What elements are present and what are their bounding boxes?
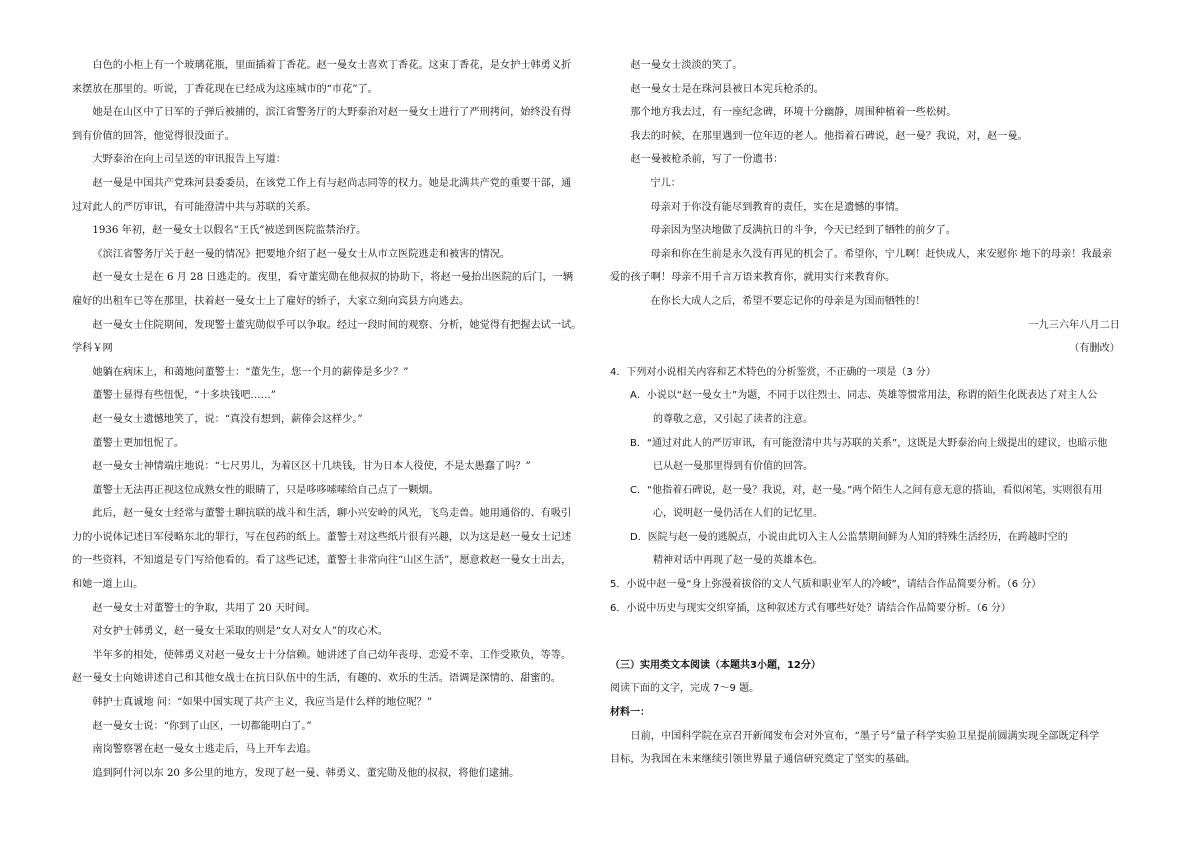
left-text-line: 学科￥网: [72, 343, 113, 355]
left-text-line: 她是在山区中了日军的子弹后被捕的，滨江省警务厅的大野泰治对赵一曼女士进行了严刑拷问，始终没有得: [92, 107, 572, 119]
left-text-line: 董警士显得有些忸怩，“十多块钱吧……”: [92, 390, 276, 402]
edit-note: （有删改）: [1069, 343, 1120, 355]
left-text-line: 韩护士真诚地 问：“如果中国实现了共产主义，我应当是什么样的地位呢？”: [92, 697, 433, 709]
left-text-line: 追到阿什河以东 20 多公里的地方，发现了赵一曼、韩勇义、董宪勋及他的叔叔，将他们逮捕。: [92, 767, 520, 779]
left-text-line: 大野泰治在向上司呈送的审讯报告上写道：: [92, 154, 286, 166]
right-text-line: 那个地方我去过，有一座纪念碑，环境十分幽静，周围种植着一些松树。: [630, 107, 957, 119]
right-text-line: 赵一曼女士是在珠河县被日本宪兵枪杀的。: [630, 83, 824, 95]
left-text-line: 董警士更加忸怩了。: [92, 437, 185, 449]
left-text-line: 赵一曼女士神情端庄地说：“七尺男儿，为着区区十几块钱，甘为日本人役使，不是太愚蠢了吗？”: [92, 461, 531, 473]
letter-date: 一九三六年八月二日: [1028, 319, 1120, 331]
q4-option-c: C．“他指着石碑说，赵一曼？我说，对，赵一曼。”两个陌生人之间有意无意的搭讪，看似闲笔，实则很有用: [630, 484, 1103, 496]
left-text-line: 来摆放在那里的。听说，丁香花现在已经成为这座城市的“市花”了。: [72, 83, 378, 95]
right-text-line: 母亲因为坚决地做了反满抗日的斗争，今天已经到了牺牲的前夕了。: [650, 225, 957, 237]
left-text-line: 半年多的相处，使韩勇义对赵一曼女士十分信赖。她讲述了自己幼年丧母、恋爱不幸、工作受欺负，等等。: [92, 649, 572, 661]
left-text-line: 她躺在病床上，和蔼地问董警士：“董先生，您一个月的薪俸是多少？”: [92, 366, 409, 378]
left-text-line: 南岗警察署在赵一曼女士逃走后，马上开车去追。: [92, 744, 317, 756]
material-1-label: 材料一：: [610, 707, 650, 719]
section-gap: [610, 620, 1130, 644]
left-text-line: 的一些资料，不知道是专门写给他看的。看了这些记述，董警士非常向往“山区生活”，愿意救赵一曼女士出去，: [72, 555, 572, 567]
left-text-line: 赵一曼女士向她讲述自己和其他女战士在抗日队伍中的生活，有趣的、欢乐的生活。语调是深情的、甜蜜的。: [72, 673, 561, 685]
left-text-line: 赵一曼女士住院期间，发现警士董宪勋似乎可以争取。经过一段时间的观察、分析，她觉得有把握去试一试。: [92, 319, 582, 331]
left-text-line: 赵一曼是中国共产党珠河县委委员，在该党工作上有与赵尚志同等的权力。她是北满共产党的重要干部，通: [92, 177, 572, 189]
left-text-line: 力的小说体记述日军侵略东北的罪行，写在包药的纸上。董警士对这些纸片很有兴趣，以为这是赵一曼女士记述: [72, 531, 572, 543]
q4-option-a: A．小说以“赵一曼女士”为题，不同于以往烈士、同志、英雄等惯常用法，称谓的陌生化既表达了对主人公: [630, 390, 1098, 402]
q4-option-b: B．“通过对此人的严厉审讯，有可能澄清中共与苏联的关系”，这既是大野泰治向上级提出的建议，也暗示他: [630, 437, 1108, 449]
q4-option-a-cont: 的尊敬之意，又引起了读者的注意。: [653, 413, 813, 425]
left-text-line: 和她一道上山。: [72, 579, 144, 591]
q4-option-d-cont: 精神对话中再现了赵一曼的英雄本色。: [653, 555, 823, 567]
left-text-line: 赵一曼女士说：“你到了山区，一切都能明白了。”: [92, 720, 312, 732]
left-text-line: 赵一曼女士是在 6 月 28 日逃走的。夜里，看守董宪勋在他叔叔的协助下，将赵一曼抬出医院的后门，一辆: [92, 272, 574, 284]
material-1-line-2: 目标，为我国在未来继续引领世界量子通信研究奠定了坚实的基础。: [610, 754, 916, 766]
section-3-instruction: 阅读下面的文字，完成 7～9 题。: [610, 683, 760, 695]
section-gap-2: [610, 644, 1130, 654]
left-text-line: 董警士无法再正视这位成熟女性的眼睛了，只是哆哆嗦嗦给自己点了一颗烟。: [92, 484, 439, 496]
left-text-line: 过对此人的严厉审讯，有可能澄清中共与苏联的关系。: [72, 201, 317, 213]
left-text-line: 此后，赵一曼女士经常与董警士聊抗联的战斗和生活，聊小兴安岭的风光，飞鸟走兽。她用通俗的、有吸引: [92, 508, 572, 520]
right-text-line: 在你长大成人之后，希望不要忘记你的母亲是为国而牺牲的！: [650, 295, 926, 307]
right-text-line: 赵一曼女士淡淡的笑了。: [630, 60, 743, 71]
question-4: [610, 361, 1130, 573]
q4-stem: 4．下列对小说相关内容和艺术特色的分析鉴赏，不正确的一项是（3 分）: [610, 366, 936, 378]
left-text-line: 赵一曼女士对董警士的争取，共用了 20 天时间。: [92, 602, 316, 614]
material-1-line-1: 日前，中国科学院在京召开新闻发布会对外宣布，“墨子号”量子科学实验卫星提前圆满实现全部既定科学: [630, 730, 1100, 742]
question-5: 5．小说中赵一曼“身上弥漫着拔俗的文人气质和职业军人的冷峻”，请结合作品简要分析。（6 分）: [610, 579, 1042, 591]
right-text-line: 我去的时候，在那里遇到一位年迈的老人。他指着石碑说，赵一曼？我说，对，赵一曼。: [630, 130, 1028, 142]
left-text-line: 到有价值的回答，他觉得很没面子。: [72, 130, 235, 142]
left-text-line: 赵一曼女士遗憾地笑了，说：“真没有想到，薪俸会这样少。”: [92, 413, 363, 425]
left-text-line: 雇好的出租车已等在那里，扶着赵一曼女士上了雇好的轿子，大家立刻向宾县方向逃去。: [72, 295, 470, 307]
story-text-right: [610, 54, 1130, 314]
left-text-line: 1936 年初，赵一曼女士以假名“王氏”被送到医院监禁治疗。: [92, 225, 367, 237]
right-text-line: 宁儿：: [650, 177, 681, 189]
right-text-line: 爱的孩子啊！母亲不用千言万语来教育你，就用实行来教育你。: [610, 272, 896, 284]
right-text-line: 母亲和你在生前是永久没有再见的机会了。希望你，宁儿啊！赶快成人，来安慰你 地下的母亲！我最亲: [650, 248, 1113, 260]
section-3-heading: （三）实用类文本阅读（本题共3小题，12分）: [610, 659, 821, 671]
right-column: [610, 54, 1130, 772]
q4-option-c-cont: 心，说明赵一曼仍活在人们的记忆里。: [653, 508, 823, 520]
question-6: 6．小说中历史与现实交织穿插，这种叙述方式有哪些好处？请结合作品简要分析。（6 分）: [610, 602, 1011, 614]
left-text-line: 白色的小柜上有一个玻璃花瓶，里面插着丁香花。赵一曼女士喜欢丁香花。这束丁香花，是女护士韩勇义折: [92, 60, 572, 71]
story-text-left: [72, 54, 595, 785]
right-text-line: 母亲对于你没有能尽到教育的责任，实在是遗憾的事情。: [650, 201, 906, 213]
right-text-line: 赵一曼被枪杀前，写了一份遗书：: [630, 154, 784, 166]
left-text-line: 对女护士韩勇义，赵一曼女士采取的则是“女人对女人”的攻心术。: [92, 626, 389, 638]
q4-option-b-cont: 已从赵一曼那里得到有价值的回答。: [653, 461, 813, 473]
q4-option-d: D．医院与赵一曼的逃脱点，小说由此切入主人公监禁期间鲜为人知的特殊生活经历，在跨越时空的: [630, 531, 1068, 543]
left-column: [72, 54, 595, 785]
left-text-line: 《滨江省警务厅关于赵一曼的情况》把要地介绍了赵一曼女士从市立医院逃走和被害的情况。: [92, 248, 511, 260]
